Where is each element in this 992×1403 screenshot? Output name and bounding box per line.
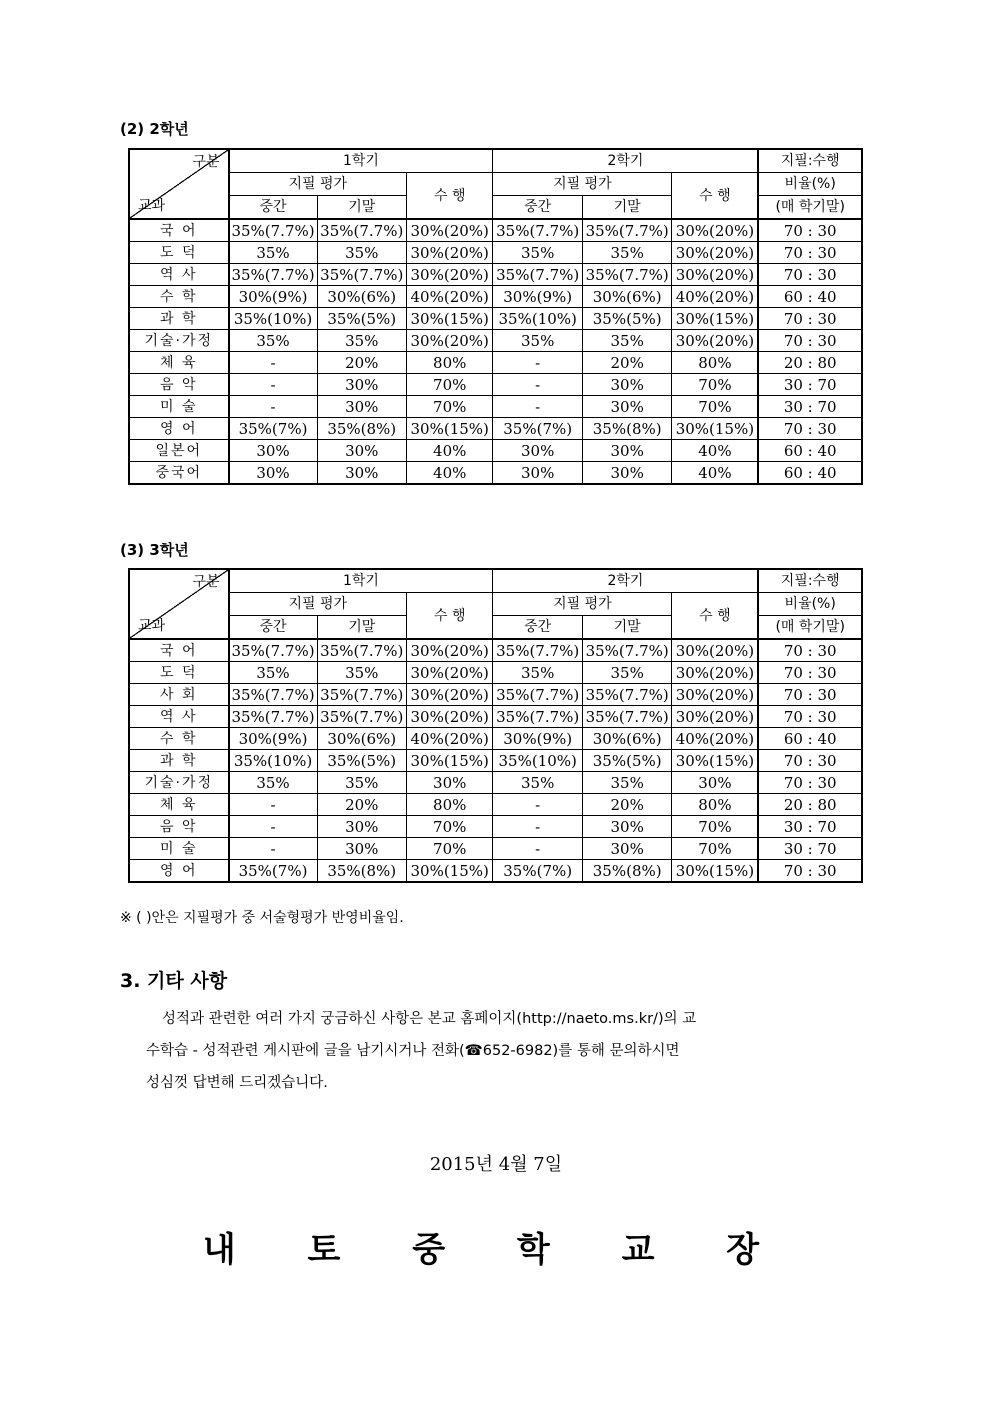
ratio-cell: 70 : 30 (758, 219, 862, 242)
weight-cell: 30%(15%) (406, 750, 492, 772)
subject-cell: 국 어 (129, 219, 229, 242)
weight-cell: 70% (672, 816, 758, 838)
subject-cell: 수 학 (129, 286, 229, 308)
weight-cell: 35%(7.7%) (317, 219, 406, 242)
weight-cell: 35%(7.7%) (317, 639, 406, 662)
table-row (129, 728, 862, 750)
weight-cell: 35%(7.7%) (229, 264, 317, 286)
weight-cell: 30%(15%) (406, 418, 492, 440)
weight-cell: 30% (493, 462, 582, 485)
document-date: 2015년 4월 7일 (429, 1154, 563, 1175)
subject-cell: 영 어 (129, 860, 229, 883)
weight-cell: 30% (582, 816, 671, 838)
weight-cell: 35%(7.7%) (317, 264, 406, 286)
weight-cell: 35% (493, 330, 582, 352)
weight-cell: - (493, 374, 582, 396)
ratio-cell: 70 : 30 (758, 662, 862, 684)
weight-cell: 40%(20%) (406, 728, 492, 750)
weight-cell: 35% (493, 772, 582, 794)
weight-cell: 35%(7.7%) (582, 639, 671, 662)
weight-cell: 35%(7.7%) (582, 264, 671, 286)
table-row (129, 794, 862, 816)
weight-cell: 30%(20%) (406, 662, 492, 684)
corner-cell (129, 569, 229, 639)
weight-cell: 30%(20%) (672, 706, 758, 728)
weight-cell: 35%(10%) (229, 308, 317, 330)
subject-cell: 체 육 (129, 794, 229, 816)
subject-cell: 국 어 (129, 639, 229, 662)
weight-cell: 30%(15%) (672, 750, 758, 772)
table-row (129, 286, 862, 308)
weight-cell: 35%(7.7%) (229, 639, 317, 662)
weight-cell: 30%(20%) (406, 706, 492, 728)
weight-cell: 35%(7.7%) (317, 684, 406, 706)
semester2-header: 2학기 (493, 569, 758, 593)
weight-cell: 30% (317, 374, 406, 396)
weight-cell: 35%(5%) (582, 750, 671, 772)
performance-header: 수 행 (406, 173, 492, 220)
weight-cell: 35% (317, 330, 406, 352)
weight-cell: 35% (493, 242, 582, 264)
header-row (129, 173, 862, 196)
weight-cell: 35%(10%) (493, 750, 582, 772)
section3-paragraph (146, 1003, 874, 1099)
weight-cell: 20% (317, 352, 406, 374)
weight-cell: - (493, 794, 582, 816)
weight-cell: 70% (406, 816, 492, 838)
table-row (129, 639, 862, 662)
ratio-cell: 70 : 30 (758, 750, 862, 772)
weight-cell: 35%(8%) (317, 418, 406, 440)
weight-cell: 30%(9%) (493, 286, 582, 308)
weight-cell: 35% (582, 662, 671, 684)
weight-cell: 30%(20%) (406, 684, 492, 706)
weight-cell: 30%(15%) (672, 308, 758, 330)
performance-header: 수 행 (406, 593, 492, 640)
grade3-assessment-table (128, 568, 863, 883)
subject-cell: 과 학 (129, 308, 229, 330)
table-row (129, 462, 862, 485)
ratio-cell: 70 : 30 (758, 860, 862, 883)
weight-cell: 35% (582, 772, 671, 794)
ratio-cell: 60 : 40 (758, 440, 862, 462)
table-row (129, 706, 862, 728)
weight-cell: 30%(6%) (582, 728, 671, 750)
table-row (129, 352, 862, 374)
weight-cell: 70% (672, 396, 758, 418)
weight-cell: 35%(5%) (317, 750, 406, 772)
weight-cell: 30%(20%) (406, 264, 492, 286)
weight-cell: - (493, 396, 582, 418)
section3-title: 3. 기타 사항 (120, 970, 228, 992)
final-header: 기말 (317, 196, 406, 220)
weight-cell: - (229, 396, 317, 418)
weight-cell: 35%(5%) (582, 308, 671, 330)
weight-cell: 40%(20%) (406, 286, 492, 308)
weight-cell: 30%(15%) (406, 860, 492, 883)
ratio-cell: 70 : 30 (758, 264, 862, 286)
weight-cell: 35% (317, 772, 406, 794)
weight-cell: 30% (317, 396, 406, 418)
ratio-header-line1: 지필:수행 (758, 149, 862, 173)
subject-cell: 영 어 (129, 418, 229, 440)
section-heading-grade2: (2) 2학년 (120, 120, 189, 138)
written-eval-header: 지필 평가 (493, 593, 672, 616)
weight-cell: - (493, 816, 582, 838)
ratio-cell: 70 : 30 (758, 639, 862, 662)
table-row (129, 860, 862, 883)
final-header: 기말 (582, 196, 671, 220)
ratio-cell: 30 : 70 (758, 396, 862, 418)
weight-cell: 20% (317, 794, 406, 816)
weight-cell: 30% (229, 440, 317, 462)
weight-cell: 30% (582, 396, 671, 418)
ratio-cell: 70 : 30 (758, 418, 862, 440)
weight-cell: 30%(20%) (672, 330, 758, 352)
ratio-header-line3: (매 학기말) (758, 616, 862, 640)
weight-cell: 35%(7.7%) (317, 706, 406, 728)
paragraph-line: 수학습 - 성적관련 게시판에 글을 남기시거나 전화(☎652-6982)를 통해 문의하시면 (146, 1043, 680, 1059)
weight-cell: 35%(7.7%) (229, 684, 317, 706)
header-row (129, 149, 862, 173)
weight-cell: 35% (229, 330, 317, 352)
subject-cell: 사 회 (129, 684, 229, 706)
weight-cell: 80% (672, 794, 758, 816)
header-row (129, 593, 862, 616)
weight-cell: 30%(20%) (406, 639, 492, 662)
ratio-cell: 30 : 70 (758, 374, 862, 396)
weight-cell: 35%(7.7%) (582, 684, 671, 706)
footnote: ※ ( )안은 지필평가 중 서술형평가 반영비율임. (120, 910, 404, 926)
weight-cell: 30% (317, 462, 406, 485)
weight-cell: 30% (317, 838, 406, 860)
performance-header: 수 행 (672, 173, 758, 220)
ratio-cell: 70 : 30 (758, 308, 862, 330)
ratio-header-line3: (매 학기말) (758, 196, 862, 220)
table-row (129, 684, 862, 706)
section-heading-grade3: (3) 3학년 (120, 541, 189, 559)
table-row (129, 750, 862, 772)
subject-cell: 기술·가정 (129, 330, 229, 352)
weight-cell: 30% (406, 772, 492, 794)
weight-cell: 30%(9%) (493, 728, 582, 750)
subject-cell: 과 학 (129, 750, 229, 772)
weight-cell: 35%(7%) (229, 860, 317, 883)
midterm-header: 중간 (493, 616, 582, 640)
weight-cell: 30%(20%) (406, 242, 492, 264)
table-row (129, 242, 862, 264)
weight-cell: 35%(8%) (582, 860, 671, 883)
weight-cell: 80% (406, 794, 492, 816)
written-eval-header: 지필 평가 (229, 593, 407, 616)
table-row (129, 440, 862, 462)
subject-cell: 음 악 (129, 374, 229, 396)
weight-cell: 30%(15%) (672, 860, 758, 883)
weight-cell: 35%(7%) (493, 418, 582, 440)
table-row (129, 374, 862, 396)
weight-cell: 30%(20%) (672, 242, 758, 264)
weight-cell: 35% (229, 242, 317, 264)
weight-cell: 30% (582, 462, 671, 485)
weight-cell: 30% (317, 440, 406, 462)
weight-cell: 40% (672, 462, 758, 485)
weight-cell: 35% (582, 242, 671, 264)
weight-cell: 70% (406, 396, 492, 418)
weight-cell: 70% (406, 374, 492, 396)
semester1-header: 1학기 (229, 569, 493, 593)
weight-cell: 35%(7.7%) (582, 706, 671, 728)
ratio-cell: 70 : 30 (758, 330, 862, 352)
weight-cell: 70% (672, 838, 758, 860)
weight-cell: 80% (406, 352, 492, 374)
weight-cell: 35%(7.7%) (493, 706, 582, 728)
weight-cell: 20% (582, 352, 671, 374)
ratio-cell: 60 : 40 (758, 462, 862, 485)
performance-header: 수 행 (672, 593, 758, 640)
table-row (129, 838, 862, 860)
ratio-cell: 30 : 70 (758, 816, 862, 838)
table-row (129, 418, 862, 440)
paragraph-line: 성심껏 답변해 드리겠습니다. (146, 1075, 328, 1091)
weight-cell: 35%(7.7%) (493, 264, 582, 286)
table-row (129, 308, 862, 330)
weight-cell: 30%(20%) (406, 219, 492, 242)
weight-cell: 40% (406, 440, 492, 462)
corner-label-subject: 교과 (138, 198, 166, 214)
weight-cell: - (493, 838, 582, 860)
subject-cell: 미 술 (129, 396, 229, 418)
weight-cell: 30%(6%) (317, 286, 406, 308)
weight-cell: 35% (317, 242, 406, 264)
subject-cell: 체 육 (129, 352, 229, 374)
weight-cell: 40% (672, 440, 758, 462)
ratio-cell: 70 : 30 (758, 772, 862, 794)
weight-cell: - (229, 794, 317, 816)
table-row (129, 396, 862, 418)
weight-cell: 30% (582, 838, 671, 860)
weight-cell: 35%(7.7%) (493, 219, 582, 242)
weight-cell: 30%(15%) (672, 418, 758, 440)
weight-cell: 30%(9%) (229, 728, 317, 750)
subject-cell: 중국어 (129, 462, 229, 485)
weight-cell: - (493, 352, 582, 374)
midterm-header: 중간 (493, 196, 582, 220)
midterm-header: 중간 (229, 196, 317, 220)
weight-cell: 35%(7%) (229, 418, 317, 440)
weight-cell: 30% (582, 374, 671, 396)
weight-cell: 35%(10%) (229, 750, 317, 772)
weight-cell: 35% (582, 330, 671, 352)
weight-cell: 80% (672, 352, 758, 374)
ratio-header-line1: 지필:수행 (758, 569, 862, 593)
weight-cell: 35%(8%) (582, 418, 671, 440)
subject-cell: 음 악 (129, 816, 229, 838)
weight-cell: - (229, 838, 317, 860)
subject-cell: 수 학 (129, 728, 229, 750)
weight-cell: 35%(5%) (317, 308, 406, 330)
weight-cell: 35%(8%) (317, 860, 406, 883)
weight-cell: 35% (229, 662, 317, 684)
weight-cell: 30%(20%) (672, 219, 758, 242)
weight-cell: 30%(9%) (229, 286, 317, 308)
table-row (129, 772, 862, 794)
corner-label-subject: 교과 (138, 618, 166, 634)
weight-cell: 35%(7.7%) (229, 706, 317, 728)
ratio-cell: 60 : 40 (758, 286, 862, 308)
corner-label-category: 구분 (192, 574, 220, 590)
weight-cell: 30%(20%) (406, 330, 492, 352)
weight-cell: 40% (406, 462, 492, 485)
weight-cell: 70% (406, 838, 492, 860)
weight-cell: 35%(7.7%) (582, 219, 671, 242)
table-row (129, 662, 862, 684)
subject-cell: 역 사 (129, 264, 229, 286)
final-header: 기말 (317, 616, 406, 640)
semester1-header: 1학기 (229, 149, 493, 173)
header-row (129, 569, 862, 593)
weight-cell: 30%(6%) (317, 728, 406, 750)
corner-cell (129, 149, 229, 219)
subject-cell: 미 술 (129, 838, 229, 860)
weight-cell: 35%(7.7%) (229, 219, 317, 242)
table-row (129, 264, 862, 286)
paragraph-line: 성적과 관련한 여러 가지 궁금하신 사항은 본교 홈페이지(http://naeto.ms.kr/)의 교 (162, 1011, 697, 1027)
ratio-cell: 70 : 30 (758, 242, 862, 264)
weight-cell: 20% (582, 794, 671, 816)
weight-cell: 30% (672, 772, 758, 794)
table-row (129, 330, 862, 352)
ratio-cell: 20 : 80 (758, 352, 862, 374)
ratio-header-line2: 비율(%) (758, 173, 862, 196)
weight-cell: 30% (582, 440, 671, 462)
table-row (129, 219, 862, 242)
corner-label-category: 구분 (192, 154, 220, 170)
ratio-cell: 20 : 80 (758, 794, 862, 816)
weight-cell: 30%(15%) (406, 308, 492, 330)
weight-cell: - (229, 374, 317, 396)
weight-cell: 30%(20%) (672, 264, 758, 286)
written-eval-header: 지필 평가 (229, 173, 407, 196)
semester2-header: 2학기 (493, 149, 758, 173)
ratio-cell: 60 : 40 (758, 728, 862, 750)
weight-cell: - (229, 352, 317, 374)
weight-cell: 70% (672, 374, 758, 396)
weight-cell: 35%(10%) (493, 308, 582, 330)
weight-cell: 35%(7.7%) (493, 684, 582, 706)
weight-cell: 30% (493, 440, 582, 462)
weight-cell: 30%(20%) (672, 684, 758, 706)
weight-cell: 30% (317, 816, 406, 838)
midterm-header: 중간 (229, 616, 317, 640)
weight-cell: 35% (317, 662, 406, 684)
subject-cell: 일본어 (129, 440, 229, 462)
written-eval-header: 지필 평가 (493, 173, 672, 196)
grade2-assessment-table (128, 148, 863, 485)
subject-cell: 도 덕 (129, 242, 229, 264)
ratio-header-line2: 비율(%) (758, 593, 862, 616)
principal-signature: 내 토 중 학 교 장 (202, 1230, 790, 1270)
ratio-cell: 70 : 30 (758, 706, 862, 728)
weight-cell: 30%(6%) (582, 286, 671, 308)
weight-cell: - (229, 816, 317, 838)
weight-cell: 30% (229, 462, 317, 485)
weight-cell: 30%(20%) (672, 662, 758, 684)
weight-cell: 30%(20%) (672, 639, 758, 662)
weight-cell: 40%(20%) (672, 728, 758, 750)
subject-cell: 기술·가정 (129, 772, 229, 794)
weight-cell: 35%(7.7%) (493, 639, 582, 662)
weight-cell: 35% (229, 772, 317, 794)
ratio-cell: 30 : 70 (758, 838, 862, 860)
weight-cell: 40%(20%) (672, 286, 758, 308)
final-header: 기말 (582, 616, 671, 640)
table-row (129, 816, 862, 838)
weight-cell: 35% (493, 662, 582, 684)
subject-cell: 도 덕 (129, 662, 229, 684)
ratio-cell: 70 : 30 (758, 684, 862, 706)
weight-cell: 35%(7%) (493, 860, 582, 883)
subject-cell: 역 사 (129, 706, 229, 728)
